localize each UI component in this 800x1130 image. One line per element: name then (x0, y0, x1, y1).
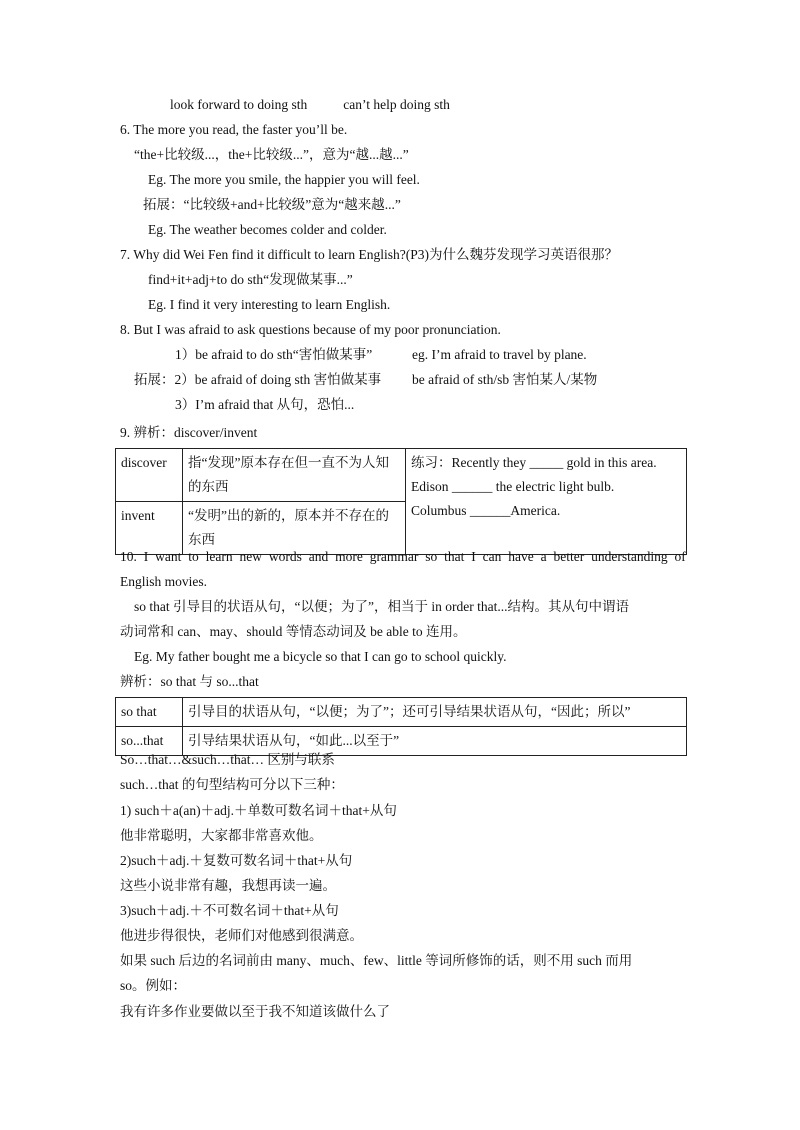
table-row (116, 698, 687, 727)
item-10-example: Eg. My father bought me a bicycle so that I can go to school quickly. (134, 649, 507, 664)
such-example-2: 这些小说非常有趣，我想再读一遍。 (120, 878, 336, 893)
practice-cell (406, 449, 687, 555)
item-8-rule-2: 拓展：2）be afraid of doing sth 害怕做某事 (134, 372, 382, 387)
so-that-compare-heading: 辨析：so that 与 so...that (120, 674, 259, 689)
such-example-4: 我有许多作业要做以至于我不知道该做什么了 (120, 1004, 390, 1019)
item-6-heading: 6. The more you read, the faster you’ll be. (120, 122, 348, 137)
table-cell: 引导结果状语从句，“如此...以至于” (183, 727, 687, 756)
table-cell: “发明”出的新的，原本并不存在的东西 (183, 502, 406, 555)
phrase-look-forward: look forward to doing sth (170, 97, 308, 112)
item-8-rule-1: 1）be afraid to do sth“害怕做某事” (175, 347, 373, 362)
such-pattern-2: 2)such＋adj.＋复数可数名词＋that+从句 (120, 853, 353, 868)
such-example-1: 他非常聪明，大家都非常喜欢他。 (120, 828, 323, 843)
table-cell: 指“发现”原本存在但一直不为人知的东西 (183, 449, 406, 502)
item-6-extension: 拓展：“比较级+and+比较级”意为“越来越...” (143, 197, 401, 212)
phrase-line (170, 96, 450, 114)
such-pattern-3: 3)such＋adj.＋不可数名词＋that+从句 (120, 903, 339, 918)
such-that-intro: such…that 的句型结构可分以下三种： (120, 777, 344, 792)
item-6-example: Eg. The more you smile, the happier you will feel. (148, 172, 420, 187)
so-that-table (115, 697, 687, 756)
table-cell: discover (116, 449, 183, 502)
item-7-example: Eg. I find it very interesting to learn English. (148, 297, 391, 312)
item-10-rule-cont: 动词常和 can、may、should 等情态动词及 be able to 连用。 (120, 624, 467, 639)
table-cell: invent (116, 502, 183, 555)
item-10-rule: so that 引导目的状语从句，“以便；为了”，相当于 in order that...结构。其从句中谓语 (134, 599, 629, 614)
discover-invent-table (115, 448, 687, 555)
such-note-cont: so。例如： (120, 978, 187, 993)
item-9-heading: 9. 辨析：discover/invent (120, 425, 258, 440)
so-such-heading: So…that…&such…that… 区别与联系 (120, 752, 335, 767)
practice-line: 练习：Recently they _____ gold in this area. (411, 455, 657, 470)
item-7-rule: find+it+adj+to do sth“发现做某事...” (148, 272, 353, 287)
such-pattern-1: 1) such＋a(an)＋adj.＋单数可数名词＋that+从句 (120, 803, 397, 818)
table-cell: 引导目的状语从句，“以便；为了”；还可引导结果状语从句，“因此；所以” (183, 698, 687, 727)
practice-line: Edison ______ the electric light bulb. (411, 479, 615, 494)
item-8-rule-3: 3）I’m afraid that 从句，恐怕... (175, 397, 355, 412)
item-8-rule-2b: be afraid of sth/sb 害怕某人/某物 (412, 372, 598, 387)
table-row (116, 449, 687, 502)
such-note: 如果 such 后边的名词前由 many、much、few、little 等词所修饰的话，则不用 such 而用 (120, 953, 633, 968)
such-example-3: 他进步得很快，老师们对他感到很满意。 (120, 928, 363, 943)
item-10-heading-cont: English movies. (120, 574, 207, 589)
item-7-heading: 7. Why did Wei Fen find it difficult to learn English?(P3)为什么魏芬发现学习英语很那？ (120, 247, 618, 262)
practice-line: Columbus ______America. (411, 503, 561, 518)
table-cell: so that (116, 698, 183, 727)
item-8-rule-1-example: eg. I’m afraid to travel by plane. (412, 347, 587, 362)
phrase-cant-help: can’t help doing sth (343, 97, 450, 112)
item-6-rule: “the+比较级...，the+比较级...”，意为“越...越...” (134, 147, 409, 162)
item-8-heading: 8. But I was afraid to ask questions because of my poor pronunciation. (120, 322, 501, 337)
item-6-extension-example: Eg. The weather becomes colder and colder. (148, 222, 387, 237)
item-10-heading: 10. I want to learn new words and more grammar so that I can have a better understanding of (120, 549, 686, 564)
table-cell: so...that (116, 727, 183, 756)
